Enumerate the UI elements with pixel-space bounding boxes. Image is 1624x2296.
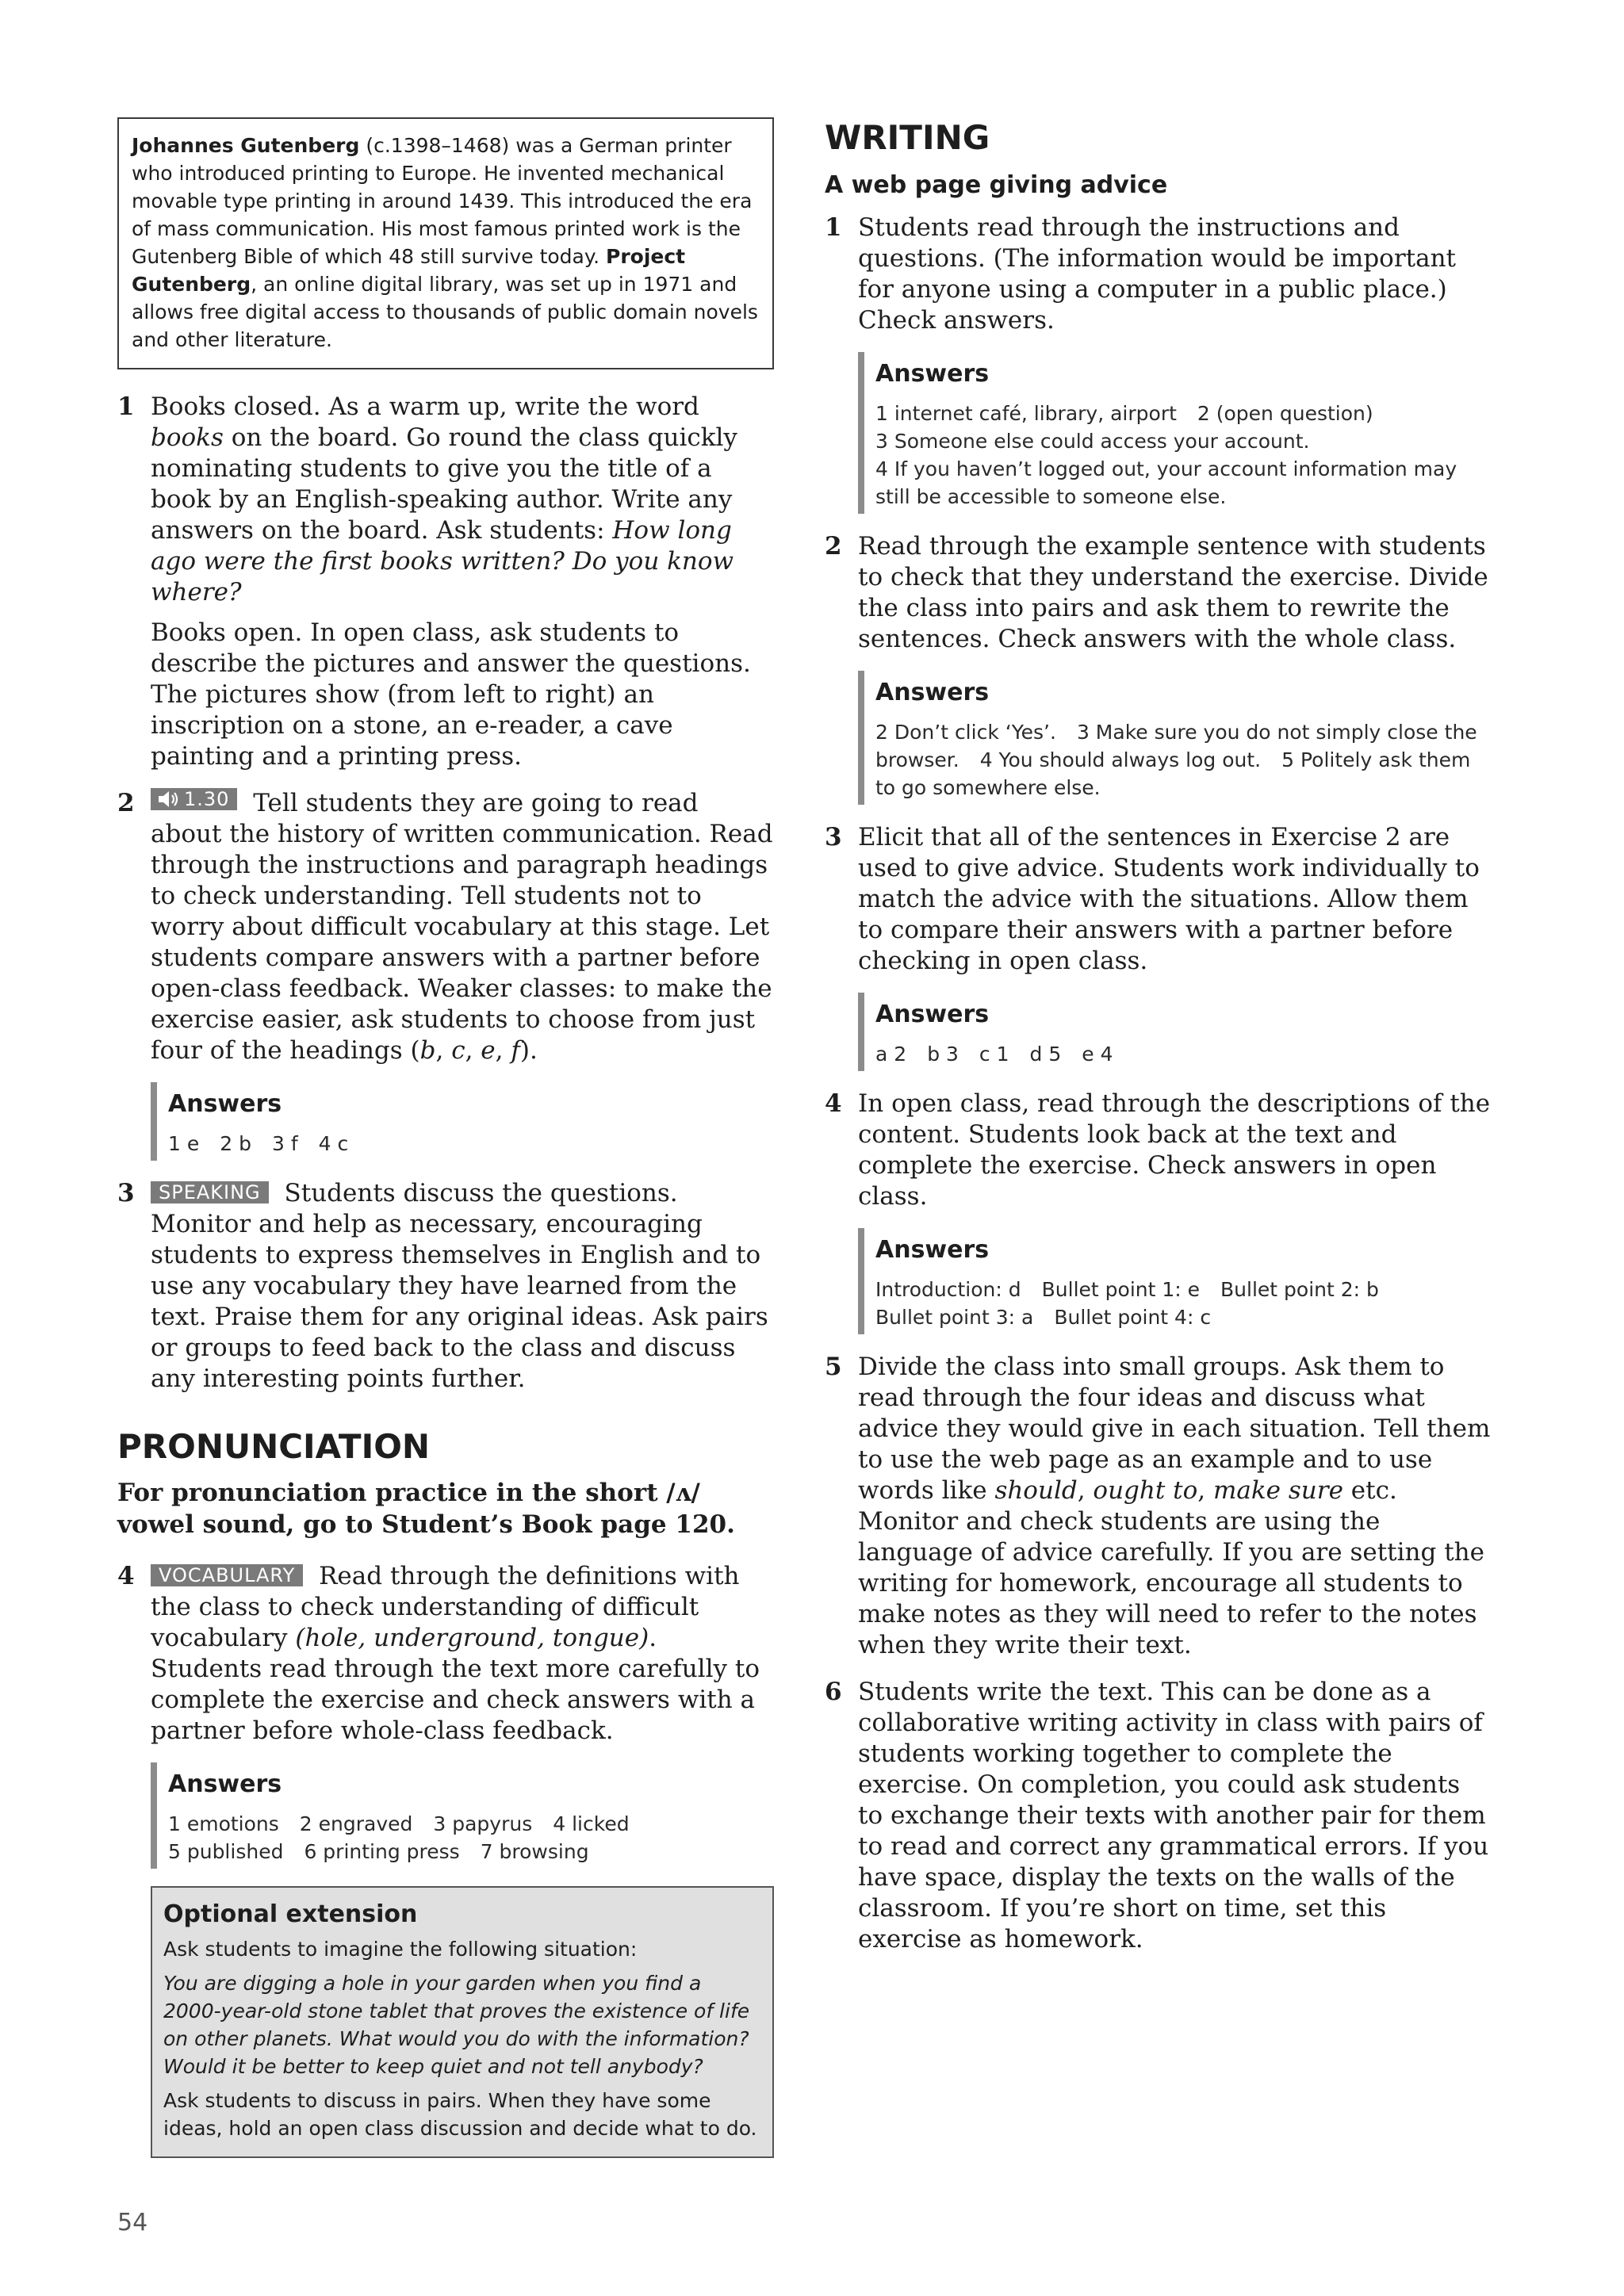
writing-subheading: A web page giving advice — [825, 171, 1168, 199]
heading-letter: e — [481, 1036, 496, 1065]
exercise-number: 6 — [825, 1678, 842, 1706]
answer-item: 2 engraved — [299, 1812, 413, 1835]
separator: , — [1077, 1476, 1094, 1505]
exercise-text: In open class, read through the descriptions of the content. Students look back at the text and complete the exercise. Check answers in open class. — [858, 1089, 1491, 1211]
audio-track-number: 1.30 — [184, 788, 230, 810]
italic-vocabulary: (hole, underground, tongue) — [295, 1624, 649, 1652]
answer-item: 3 f — [271, 1132, 298, 1155]
answer-item: 4 You should always log out. — [979, 748, 1262, 771]
speaker-icon — [157, 790, 181, 809]
exercise-text: Students read through the instructions and questions. (The information would be important for anyone using a computer in a public place.) Check answers. — [858, 213, 1457, 335]
answer-item: c 1 — [979, 1043, 1009, 1066]
pronunciation-heading: PRONUNCIATION — [117, 1427, 431, 1466]
answers-body — [168, 1810, 774, 1866]
italic-word: make sure — [1213, 1476, 1343, 1505]
gutenberg-info-box — [117, 117, 774, 369]
answer-item: 3 Make sure you do not simply close the browser. — [875, 721, 1477, 771]
exercise-number: 3 — [825, 823, 842, 851]
answer-item: 4 c — [318, 1132, 349, 1155]
answer-item: 7 browsing — [480, 1840, 589, 1863]
exercise-number: 3 — [117, 1179, 135, 1207]
answer-item: Bullet point 2: b — [1220, 1278, 1379, 1301]
separator: , — [1197, 1476, 1214, 1505]
info-name-project-gutenberg: Project Gutenberg — [132, 245, 686, 296]
answer-item: 1 emotions — [168, 1812, 279, 1835]
answers-title: Answers — [875, 679, 990, 706]
exercise-number: 4 — [117, 1562, 135, 1590]
page-number: 54 — [117, 2209, 148, 2237]
exercise-number: 1 — [117, 392, 135, 421]
answers-body — [875, 718, 1491, 802]
answers-title: Answers — [875, 1001, 990, 1028]
info-text-2: , an online digital library, was set up in 1971 and allows free digital access to thousands of public domain novels and other literature. — [132, 273, 758, 351]
answer-item: Introduction: d — [875, 1278, 1021, 1301]
audio-track-badge[interactable] — [151, 788, 237, 810]
exercise-3-text — [151, 1178, 774, 1395]
exercise-text: Students write the text. This can be done as a collaborative writing activity in class with pairs of students working together to complete the exercise. On completion, you could ask students to exchange their texts with another pair for them to read and correct any grammatical errors. If you have space, display the texts on the walls of the classroom. If you’re short on time, set this exercise as homework. — [858, 1678, 1489, 1954]
exercise-2-text: 1.30 Tell students they are going to read about the history of written communication. Read through the instructions and paragraph headings to check understanding. Tell students not to worry about difficult vocabulary at this stage. Let students compare answers with a partner before open-class feedback. Weaker classes: to make the exercise easier, ask students to choose from just four of the headings (b, c, e, f). — [151, 788, 773, 1065]
info-text-1: (c.1398–1468) was a German printer who introduced printing to Europe. He invented mechanical movable type printing in around 1439. This introduced the era of mass communication. His most famous printed work is the Gutenberg Bible of which 48 still survive today. — [132, 134, 753, 268]
italic-word: should — [994, 1476, 1078, 1505]
text: . Students read through the text more carefully to complete the exercise and check answers with a partner before whole-class feedback. — [151, 1624, 760, 1745]
answer-item: 4 licked — [553, 1812, 630, 1835]
speaking-badge: SPEAKING — [151, 1181, 269, 1203]
extension-intro: Ask students to imagine the following situation: — [163, 1938, 638, 1961]
answer-item: b 3 — [927, 1043, 959, 1066]
exercise-number: 2 — [117, 789, 135, 817]
answer-item: 1 internet café, library, airport — [875, 402, 1177, 425]
exercise-4-text — [151, 1561, 774, 1747]
exercise-2 — [117, 788, 774, 1066]
answer-item: d 5 — [1029, 1043, 1062, 1066]
answer-item: Bullet point 3: a — [875, 1306, 1034, 1329]
writing-exercise-5 — [825, 1352, 1491, 1661]
answer-item: 6 printing press — [304, 1840, 460, 1863]
answer-item: 2 (open question) — [1197, 402, 1373, 425]
answer-item: e 4 — [1082, 1043, 1113, 1066]
writing-exercise-6 — [825, 1677, 1491, 1955]
answers-body — [875, 400, 1491, 511]
writing-exercise-3 — [825, 822, 1491, 977]
answer-item: 2 b — [220, 1132, 251, 1155]
exercise-number: 2 — [825, 532, 842, 561]
exercise-text: Read through the example sentence with students to check that they understand the exercise. Divide the class into pairs and ask them to rewrite the sentences. Check answers with the whole class. — [858, 532, 1488, 653]
answers-box-4 — [151, 1762, 774, 1869]
text: Students discuss the questions. Monitor and help as necessary, encouraging students to express themselves in English and to use any vocabulary they have learned from the text. Praise them for any original ideas. Ask pairs or groups to feed back to the class and discuss any interesting points further. — [151, 1179, 768, 1393]
text: ). — [519, 1036, 538, 1065]
extension-scenario: You are digging a hole in your garden when you find a 2000-year-old stone tablet that proves the existence of life on other planets. What would you do with the information? Would it be better to keep quiet and not tell anybody? — [163, 1972, 750, 2078]
pronunciation-text: For pronunciation practice in the short /ʌ/ vowel sound, go to Student’s Book page 120. — [117, 1479, 735, 1539]
text: Divide the class into small groups. Ask them to read through the four ideas and discuss what advice they would give in each situation. Tell them to use the web page as an example and to use words like — [858, 1353, 1491, 1505]
answers-body — [168, 1130, 774, 1158]
text: Read through the definitions with the class to check understanding of difficult vocabulary — [151, 1562, 740, 1652]
heading-letter: f — [511, 1036, 520, 1065]
answers-body — [875, 1040, 1491, 1068]
writing-answers-box-4 — [858, 1228, 1491, 1334]
extension-title: Optional extension — [163, 1900, 418, 1928]
italic-word: ought to — [1093, 1476, 1198, 1505]
answers-body — [875, 1276, 1491, 1331]
exercise-number: 1 — [825, 213, 842, 242]
answer-item: 5 Politely ask them to go somewhere else. — [875, 748, 1471, 799]
writing-answers-box-3 — [858, 993, 1491, 1071]
right-column — [825, 117, 1491, 1971]
text: etc. Monitor and check students are using the language of advice carefully. If you are setting the writing for homework, encourage all students to make notes as they will need to refer to the notes when they write their text. — [858, 1476, 1484, 1659]
answer-item: 3 Someone else could access your account. — [875, 430, 1310, 453]
heading-letter: c — [451, 1036, 465, 1065]
left-column — [117, 117, 774, 2158]
heading-letter: b — [419, 1036, 436, 1065]
exercise-text: Elicit that all of the sentences in Exercise 2 are used to give advice. Students work individually to match the advice with the situations. Allow them to compare their answers with a partner before checking in open class. — [858, 823, 1480, 975]
answers-title: Answers — [168, 1770, 282, 1798]
exercise-1-para-2: Books open. In open class, ask students to describe the pictures and answer the questions. The pictures show (from left to right) an inscription on a stone, an e-reader, a cave painting and a printing press. — [151, 618, 751, 771]
vocabulary-badge: VOCABULARY — [151, 1564, 303, 1586]
writing-heading: WRITING — [825, 118, 990, 157]
extension-instructions: Ask students to discuss in pairs. When they have some ideas, hold an open class discussion and decide what to do. — [163, 2089, 757, 2140]
exercise-4 — [117, 1561, 774, 1747]
optional-extension-box — [151, 1886, 774, 2158]
answer-item: Bullet point 4: c — [1054, 1306, 1212, 1329]
writing-answers-box-1 — [858, 352, 1491, 514]
answers-title: Answers — [875, 360, 990, 388]
writing-answers-box-2 — [858, 671, 1491, 805]
answer-item: 3 papyrus — [433, 1812, 533, 1835]
answers-title: Answers — [168, 1090, 282, 1118]
answer-item: a 2 — [875, 1043, 907, 1066]
text: Tell students they are going to read about the history of written communication. Read through the instructions and paragraph headings to check understanding. Tell students not to worry about difficult vocabulary at this stage. Let students compare answers with a partner before open-class feedback. Weaker classes: to make the exercise easier, ask students to choose from just four of the headings ( — [151, 789, 773, 1065]
exercise-number: 5 — [825, 1353, 842, 1381]
exercise-1 — [117, 392, 774, 772]
exercise-3 — [117, 1178, 774, 1395]
answer-item: 2 Don’t click ‘Yes’. — [875, 721, 1056, 744]
text: on the board. Go round the class quickly nominating students to give you the title of a book by an English-speaking author. Write any answers on the board. Ask students: — [151, 423, 737, 545]
writing-exercise-2 — [825, 531, 1491, 655]
italic-question: How long ago were the first books written? Do you know where? — [151, 516, 734, 607]
answer-item: Bullet point 1: e — [1041, 1278, 1201, 1301]
exercise-text — [858, 1352, 1491, 1661]
exercise-number: 4 — [825, 1089, 842, 1118]
writing-exercise-1 — [825, 212, 1491, 336]
italic-word-books: books — [151, 423, 224, 452]
answer-item: 1 e — [168, 1132, 200, 1155]
answers-box-2 — [151, 1082, 774, 1161]
answer-item: 5 published — [168, 1840, 284, 1863]
exercise-1-para-1 — [151, 392, 774, 608]
writing-exercise-4 — [825, 1089, 1491, 1212]
info-name-gutenberg: Johannes Gutenberg — [132, 134, 360, 157]
answer-item: 4 If you haven’t logged out, your account information may still be accessible to someone else. — [875, 457, 1457, 508]
answers-title: Answers — [875, 1236, 990, 1264]
text: Books closed. As a warm up, write the word — [151, 392, 699, 421]
